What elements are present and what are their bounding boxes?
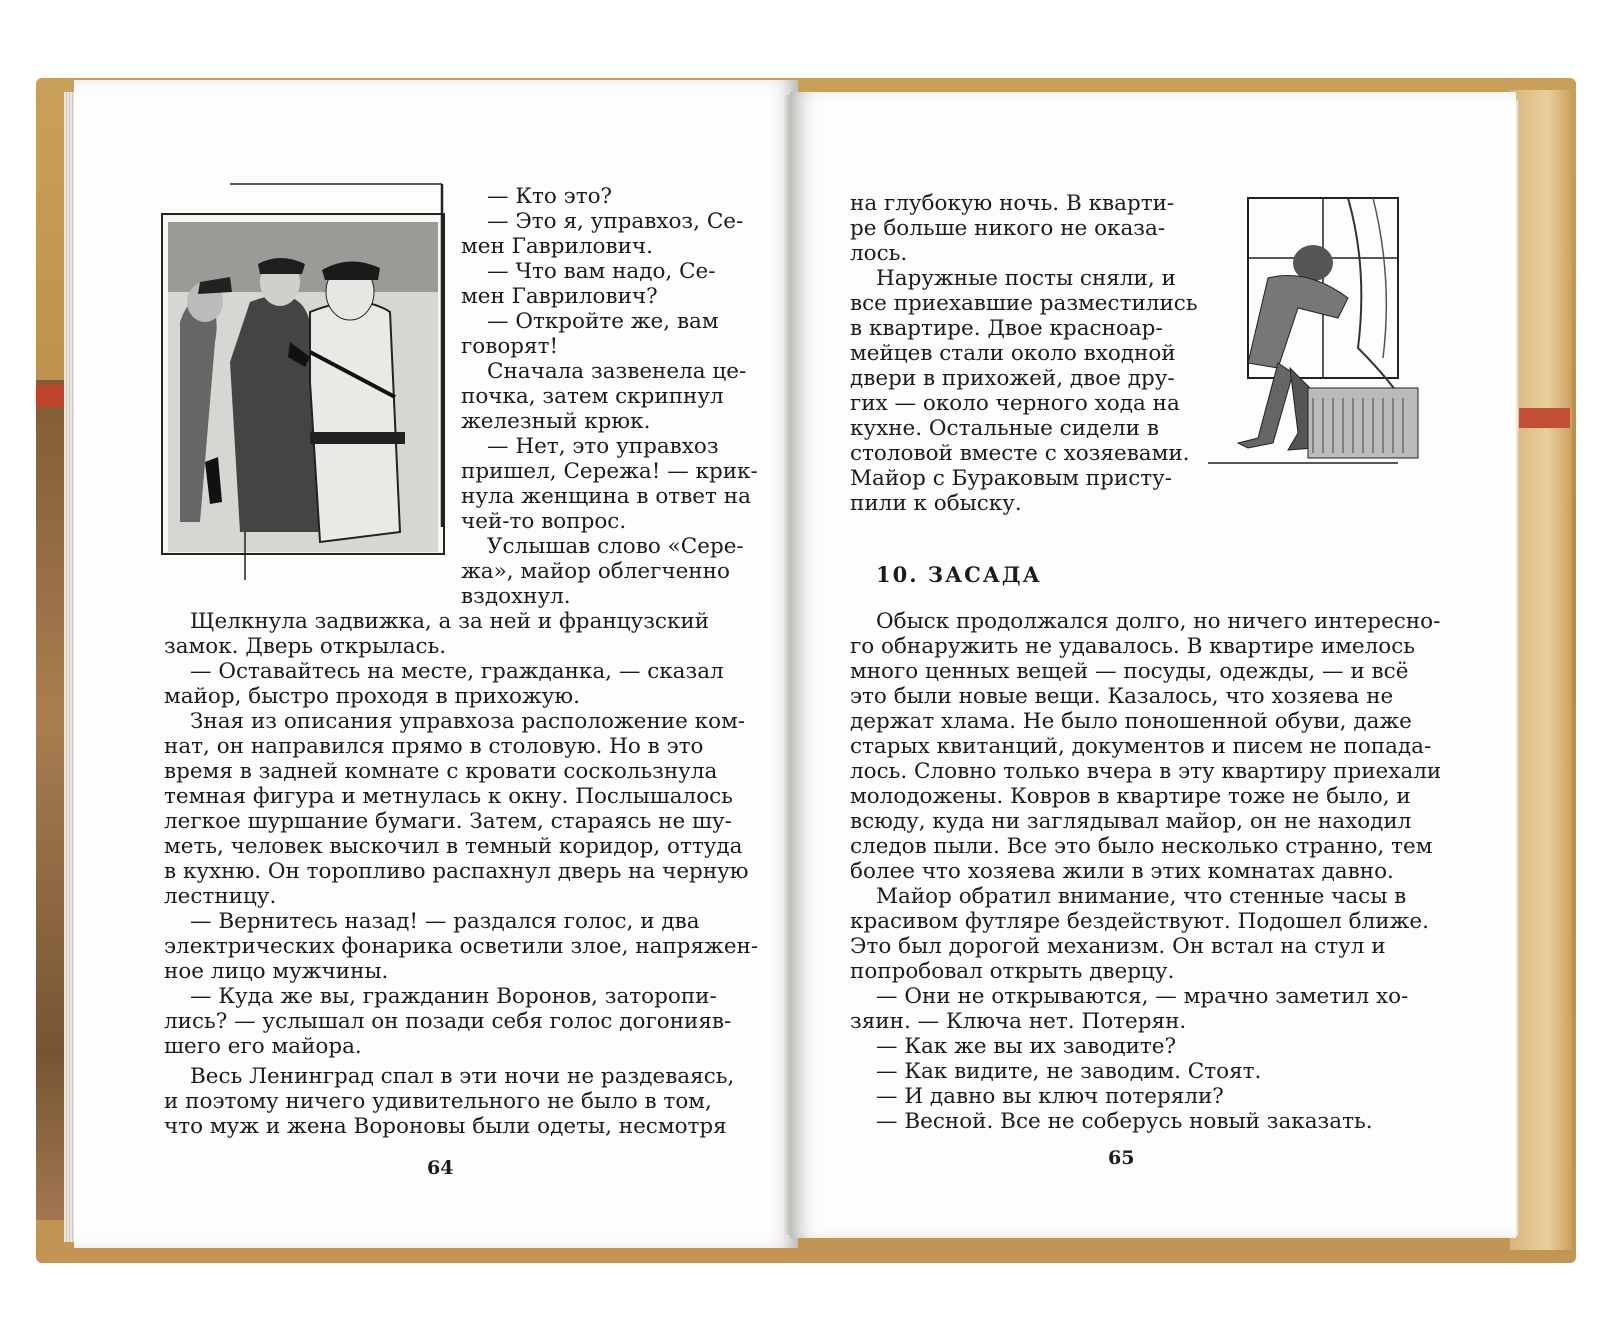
text-line: майор, быстро проходя в прихожую. [164,684,580,709]
text-line: Наружные посты сняли, и [876,266,1176,291]
text-line: — И давно вы ключ потеряли? [876,1084,1224,1109]
text-line: Майор обратил внимание, что стенные часы в [876,884,1407,909]
text-line: — Как же вы их заводите? [876,1034,1177,1059]
text-line: время в задней комнате с кровати соскользнула [164,759,718,784]
text-line: попробовал открыть дверцу. [850,959,1175,984]
text-line: — Вернитесь назад! — раздался голос, и два [190,909,700,934]
text-line: — Нет, это управхоз [487,434,719,459]
illustration-officers [160,182,450,582]
text-line: говорят! [461,334,559,359]
text-line: лось. Словно только вчера в эту квартиру приехали [850,759,1442,784]
text-line: меть, человек выскочил в темный коридор, оттуда [164,834,743,859]
text-line: Щелкнула задвижка, а за ней и французский [190,609,710,634]
text-line: Сначала зазвенела це- [487,359,747,384]
text-line: старых квитанций, документов и писем не попада- [850,734,1432,759]
illustration-man-at-window [1198,188,1428,468]
text-line: в кухню. Он торопливо распахнул дверь на черную [164,859,749,884]
text-line: го обнаружить не удавалось. В квартире имелось [850,634,1415,659]
text-line: что муж и жена Вороновы были одеты, несмотря [164,1114,727,1139]
cover-right-edge [1510,90,1572,1250]
text-line: — Что вам надо, Се- [487,259,716,284]
text-line: кухне. Остальные сидели в [850,416,1159,441]
text-line: всюду, куда ни заглядывал майор, он не находил [850,809,1412,834]
text-line: Зная из описания управхоза расположение ком- [190,709,746,734]
text-line: — Кто это? [487,184,613,209]
text-line: лось. [850,241,908,266]
text-line: красивом футляре бездействуют. Подошел ближе. [850,909,1429,934]
text-line: ре больше никого не оказа- [850,216,1166,241]
text-line: в квартире. Двое красноар- [850,316,1163,341]
text-line: лись? — услышал он позади себя голос догонияв- [164,1009,732,1034]
text-line: нула женщина в ответ на [461,484,751,509]
text-line: электрических фонарика осветили злое, напряжен- [164,934,759,959]
text-line: лестницу. [164,884,277,909]
text-line: много ценных вещей — посуды, одежды, — и всё [850,659,1409,684]
page-number: 64 [427,1157,454,1179]
text-line: зяин. — Ключа нет. Потерян. [850,1009,1187,1034]
text-line: и поэтому ничего удивительного не было в том, [164,1089,712,1114]
text-line: чей-то вопрос. [461,509,627,534]
text-line: жа», майор облегченно [461,559,730,584]
page-number: 65 [1108,1147,1135,1169]
text-line: нат, он направился прямо в столовую. Но в это [164,734,704,759]
text-line: Майор с Бураковым присту- [850,466,1173,491]
text-line: — Как видите, не заводим. Стоят. [876,1059,1262,1084]
text-line: легкое шуршание бумаги. Затем, стараясь не шу- [164,809,732,834]
text-line: Весь Ленинград спал в эти ночи не раздеваясь, [190,1064,735,1089]
text-line: почка, затем скрипнул [461,384,724,409]
text-line: все приехавшие разместились [850,291,1198,316]
text-line: мен Гаврилович. [461,234,653,259]
text-line: гих — около черного хода на [850,391,1180,416]
text-line: двери в прихожей, двое дру- [850,366,1175,391]
text-line: Услышав слово «Сере- [487,534,744,559]
text-line: — Куда же вы, гражданин Воронов, заторопи- [190,984,717,1009]
text-line: замок. Дверь открылась. [164,634,447,659]
text-line: — Откройте же, вам [487,309,719,334]
chapter-heading: 10. ЗАСАДА [876,562,1042,587]
text-line: Это был дорогой механизм. Он встал на стул и [850,934,1386,959]
text-line: — Оставайтесь на месте, гражданка, — сказал [190,659,724,684]
text-line: — Это я, управхоз, Се- [487,209,744,234]
text-line: мейцев стали около входной [850,341,1176,366]
text-line: более что хозяева жили в этих комнатах давно. [850,859,1394,884]
text-line: пришел, Сережа! — крик- [461,459,758,484]
text-line: Обыск продолжался долго, но ничего интересно- [876,609,1441,634]
text-line: — Они не открываются, — мрачно заметил хо- [876,984,1409,1009]
text-line: пили к обыску. [850,491,1022,516]
text-line: держат хлама. Не было поношенной обуви, даже [850,709,1412,734]
cover-red-band-right [1515,408,1570,428]
text-line: вздохнул. [461,584,571,609]
text-line: шего его майора. [164,1034,362,1059]
text-line: — Весной. Все не соберусь новый заказать. [876,1109,1373,1134]
text-line: молодожены. Ковров в квартире тоже не было, и [850,784,1411,809]
text-line: следов пыли. Все это было несколько странно, тем [850,834,1433,859]
text-line: мен Гаврилович? [461,284,658,309]
text-line: темная фигура и метнулась к окну. Послышалось [164,784,733,809]
text-line: столовой вместе с хозяевами. [850,441,1190,466]
text-line: на глубокую ночь. В кварти- [850,191,1175,216]
text-line: железный крюк. [461,409,651,434]
text-line: ное лицо мужчины. [164,959,389,984]
text-line: это были новые вещи. Казалось, что хозяева не [850,684,1394,709]
